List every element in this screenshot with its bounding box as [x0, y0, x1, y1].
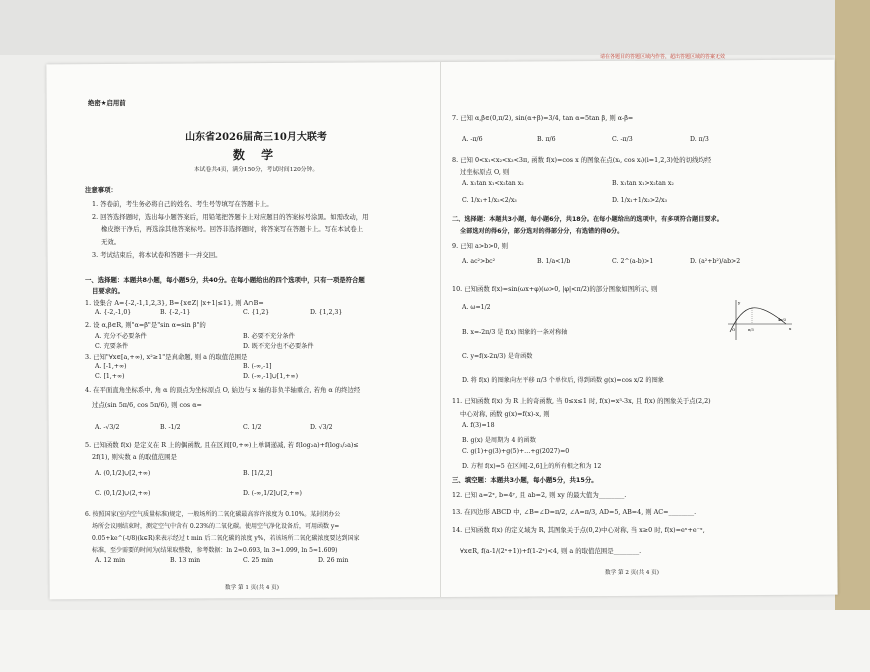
q9-option-d: D. (a²+b²)/ab>2	[690, 258, 741, 265]
q6-option-a: A. 12 min	[95, 557, 126, 564]
notice-line: 1. 答卷前，考生务必将自己的姓名、考生号等填写在答题卡上。	[92, 200, 273, 208]
background-top	[0, 0, 870, 55]
q3-option-b: B. (-∞,-1]	[243, 363, 272, 370]
question-14: 14. 已知函数 f(x) 的定义域为 R, 其图象关于点(0,2)中心对称, 当 x≥0 时, f(x)=eˣ+e⁻ˣ,	[452, 526, 705, 534]
confidential-label: 绝密★启用前	[88, 99, 126, 107]
question-13: 13. 在四边形 ABCD 中, ∠B=∠D=π/2, ∠A=π/3, AD=5, AB=4, 则 AC=________.	[452, 508, 697, 516]
q4-option-a: A. -√3/2	[95, 424, 120, 431]
page-2-footer: 数学 第 2 页(共 4 页)	[605, 570, 659, 576]
q11-option-c: C. g(1)+g(3)+g(5)+…+g(2027)=0	[462, 448, 570, 455]
notice-heading: 注意事项：	[85, 186, 117, 194]
notice-line: 2. 回答选择题时，选出每小题答案后，用铅笔把答题卡上对应题目的答案标号涂黑。如需改动，用	[92, 213, 369, 221]
section-three-heading: 三、填空题：本题共3小题，每小题5分，共15分。	[452, 476, 598, 484]
q5-option-a: A. (0,1/2]∪[2,+∞)	[95, 470, 151, 477]
question-6-cont: 0.05+ke^(-t/8)(k∈R)来表示经过 t min 后二氧化碳的浓度 y%，若该场所二氧化碳浓度要达到国家	[92, 535, 360, 542]
q11-option-a: A. f(3)=18	[462, 422, 495, 429]
notice-line: 3. 考试结束后，将本试卷和答题卡一并交回。	[92, 251, 222, 259]
question-14-cont: ∀x∈R, f(a-1/(2ˣ+1))+f(1-2ˣ)<4, 则 a 的取值范围是________.	[460, 547, 642, 555]
q2-option-b: B. 必要不充分条件	[243, 333, 295, 340]
exam-title: 山东省2026届高三10月大联考	[185, 132, 327, 143]
background-bottom	[0, 610, 870, 672]
question-10: 10. 已知函数 f(x)=sin(ωx+φ)(ω>0, |φ|<π/2)的部分图象如图所示, 则	[452, 285, 658, 293]
q1-option-c: C. {1,2}	[243, 309, 270, 316]
question-11-cont: 中心对称, 函数 g(x)=f(x)-x, 则	[460, 410, 550, 418]
notice-line: 橡皮擦干净后，再选涂其他答案标号。回答非选择题时，将答案写在答题卡上。写在本试卷上	[101, 225, 364, 233]
q8-option-c: C. 1/x₁+1/x₂<2/x₃	[462, 197, 517, 204]
q4-option-c: C. 1/2	[243, 424, 262, 431]
q3-option-a: A. [-1,+∞)	[95, 363, 127, 370]
graph-axis-label-x: x	[789, 326, 792, 331]
graph-axis-label-y: y	[738, 300, 741, 305]
question-5: 5. 已知函数 f(x) 是定义在 R 上的偶函数, 且在区间[0,+∞)上单调递减, 若 f(log₂a)+f(log₁/₂a)≤	[85, 441, 359, 449]
q8-option-b: B. x₁tan x₁>x₂tan x₂	[612, 180, 674, 187]
q6-option-b: B. 13 min	[170, 557, 201, 564]
q1-option-b: B. {-2,-1}	[160, 309, 191, 316]
q8-option-d: D. 1/x₁+1/x₂>2/x₃	[612, 197, 668, 204]
question-8: 8. 已知 0<x₁<x₂<x₃<3π, 函数 f(x)=cos x 的图象在点(xᵢ, cos xᵢ)(i=1,2,3)处的切线均经	[452, 156, 712, 164]
q10-function-graph	[726, 298, 794, 342]
question-6-cont: 场所会议刚结束时，测定空气中含有 0.23%的二氧化碳。使用空气净化设备后，可用函数 y=	[92, 523, 340, 530]
exam-subject: 数 学	[232, 148, 280, 162]
question-12: 12. 已知 a=2ˣ, b=4ʸ, 且 ab=2, 则 xy 的最大值为________.	[452, 491, 627, 499]
answer-area-banner: 请在各题目的答题区域内作答，超出答题区域的答案无效	[600, 54, 726, 60]
notice-line: 无效。	[101, 238, 121, 246]
q10-option-b: B. x=-2π/3 是 f(x) 图象的一条对称轴	[462, 329, 568, 336]
exam-info: 本试卷共4页，满分150分，考试时间120分钟。	[193, 167, 319, 173]
graph-tick-label: 4π/3	[778, 318, 786, 322]
question-1: 1. 设集合 A={-2,-1,1,2,3}, B={x∈Z| |x+1|≤1}, 则 A∩B=	[85, 299, 264, 307]
q1-option-a: A. {-2,-1,0}	[95, 309, 132, 316]
q3-option-c: C. [1,+∞)	[95, 373, 125, 380]
q10-option-a: A. ω=1/2	[462, 304, 491, 311]
q7-option-a: A. -π/6	[462, 136, 483, 143]
question-6-cont: 标准，至少需要的时间为(结果取整数，参考数据：ln 2≈0.693, ln 3≈1.099, ln 5≈1.609)	[92, 547, 338, 554]
q2-option-a: A. 充分不必要条件	[95, 333, 147, 340]
q2-option-d: D. 既不充分也不必要条件	[243, 343, 314, 350]
question-5-cont: 2f(1), 则实数 a 的取值范围是	[92, 453, 177, 461]
q8-option-a: A. x₁tan x₁<x₂tan x₂	[462, 180, 524, 187]
q10-option-d: D. 将 f(x) 的图象向左平移 π/3 个单位后, 得到函数 g(x)=cos x/2 的图象	[462, 377, 664, 384]
background-table-edge	[835, 0, 870, 672]
q2-option-c: C. 充要条件	[95, 343, 129, 350]
question-2: 2. 设 α,β∈R, 则"α=β"是"sin α=sin β"的	[85, 321, 206, 329]
q5-option-d: D. (-∞,1/2]∪[2,+∞)	[243, 490, 302, 497]
question-4-cont: 过点(sin 5π/6, cos 5π/6), 则 cos α=	[92, 401, 202, 409]
q9-option-c: C. 2^(a-b)>1	[612, 258, 654, 265]
question-11: 11. 已知函数 f(x) 为 R 上的奇函数, 当 0≤x≤1 时, f(x)=x³-3x, 且 f(x) 的图象关于点(2,2)	[452, 397, 711, 405]
question-3: 3. 已知"∀x∈[a,+∞), x²≥1"是真命题, 则 a 的取值范围是	[85, 353, 248, 361]
q11-option-d: D. 方程 f(x)=5 在区间[-2,6]上的所有根之和为 12	[462, 463, 602, 470]
q4-option-b: B. -1/2	[160, 424, 181, 431]
q7-option-d: D. π/3	[690, 136, 709, 143]
q1-option-d: D. {1,2,3}	[310, 309, 343, 316]
section-one-heading-cont: 目要求的。	[92, 287, 124, 295]
page-1-footer: 数学 第 1 页(共 4 页)	[225, 585, 279, 591]
question-6: 6. 按照国家(室内空气质量标准)规定，一般场所的二氧化碳最高容许浓度为 0.10%。某封闭办公	[85, 511, 341, 518]
q7-option-b: B. π/6	[537, 136, 556, 143]
q9-option-a: A. ac²>bc²	[462, 258, 496, 265]
question-7: 7. 已知 α,β∈(0,π/2), sin(α+β)=3/4, tan α=5tan β, 则 α-β=	[452, 114, 634, 122]
section-two-heading-cont: 全部选对的得6分，部分选对的得部分分，有选错的得0分。	[460, 228, 624, 235]
q4-option-d: D. √3/2	[310, 424, 333, 431]
question-8-cont: 过坐标原点 O, 则	[460, 168, 510, 176]
q6-option-c: C. 25 min	[243, 557, 274, 564]
q7-option-c: C. -π/3	[612, 136, 633, 143]
q11-option-b: B. g(x) 是周期为 4 的函数	[462, 437, 536, 444]
paper-fold-line	[440, 62, 441, 597]
section-two-heading: 二、选择题：本题共3小题，每小题6分，共18分。在每小题给出的选项中，有多项符合题目要求。	[452, 216, 723, 223]
graph-tick-label: π/3	[748, 328, 754, 332]
question-4: 4. 在平面直角坐标系中, 角 α 的顶点为坐标原点 O, 始边与 x 轴的非负半轴重合, 若角 α 的终边经	[85, 386, 361, 394]
section-one-heading: 一、选择题：本题共8小题，每小题5分，共40分。在每小题给出的四个选项中，只有一项是符合题	[85, 276, 365, 284]
graph-origin-label: O	[732, 327, 736, 332]
q9-option-b: B. 1/a<1/b	[537, 258, 571, 265]
q5-option-b: B. [1/2,2]	[243, 470, 273, 477]
q10-option-c: C. y=f(x-2π/3) 是奇函数	[462, 353, 533, 360]
q5-option-c: C. (0,1/2]∪(2,+∞)	[95, 490, 151, 497]
q3-option-d: D. (-∞,-1]∪[1,+∞)	[243, 373, 298, 380]
question-9: 9. 已知 a>b>0, 则	[452, 242, 509, 250]
q6-option-d: D. 26 min	[318, 557, 349, 564]
